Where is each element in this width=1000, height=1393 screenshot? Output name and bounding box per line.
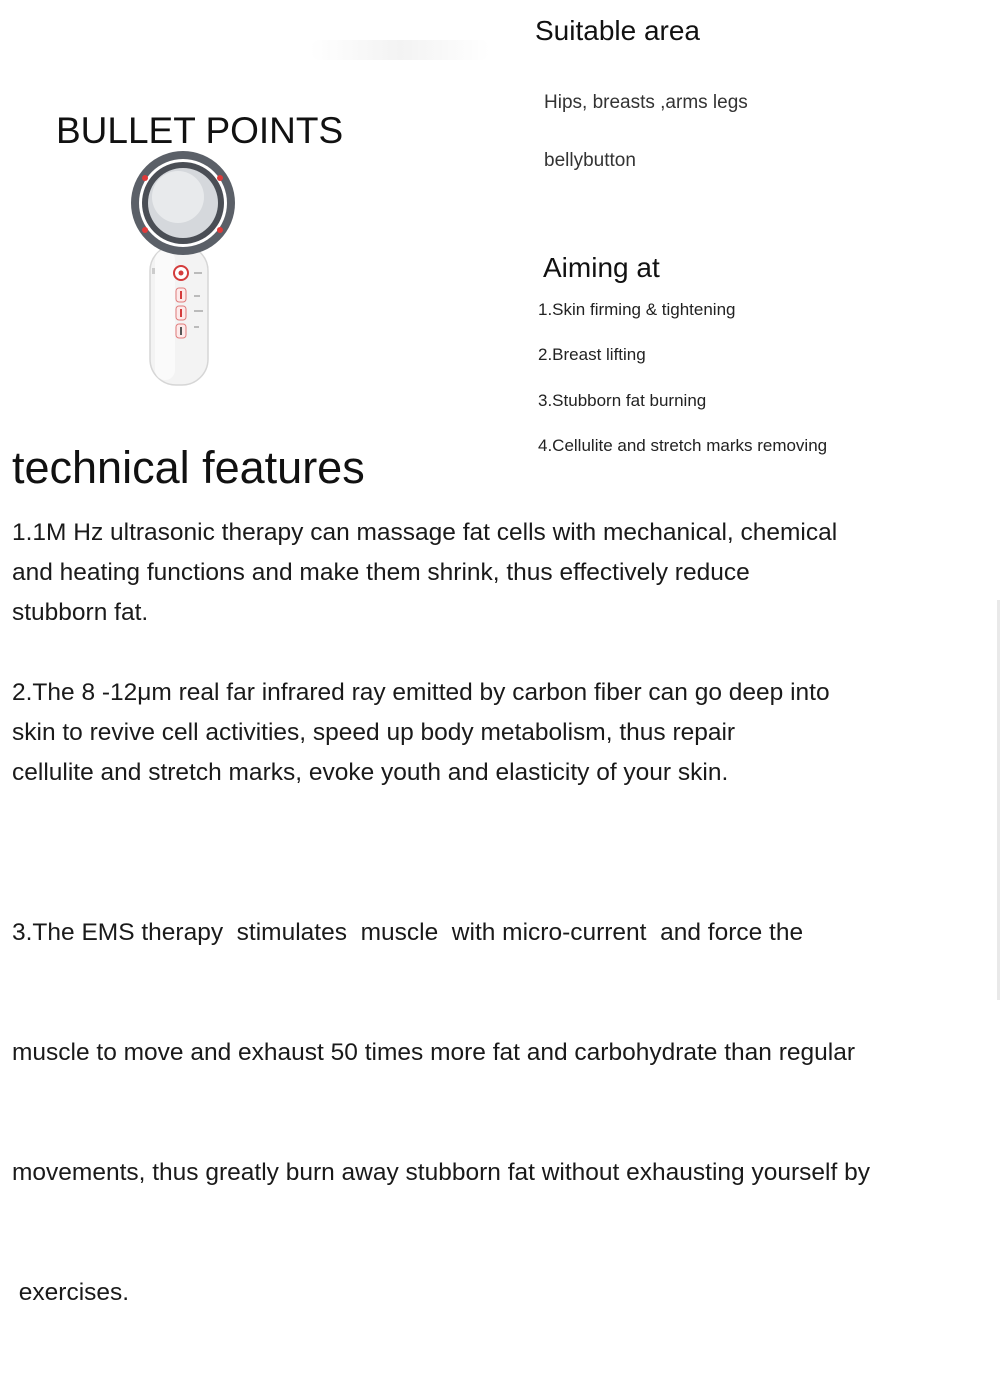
suitable-area-line: bellybutton xyxy=(544,150,636,171)
aiming-at-item: 1.Skin firming & tightening xyxy=(538,300,736,319)
body-slimming-massager-device-icon xyxy=(128,150,248,390)
suitable-area-heading: Suitable area xyxy=(535,15,701,46)
bullet-points-heading: BULLET POINTS xyxy=(56,110,344,151)
feature-paragraph-2 xyxy=(12,673,997,793)
aiming-at-item: 2.Breast lifting xyxy=(538,345,646,364)
feature-line: muscle to move and exhaust 50 times more fat and carbohydrate than regular xyxy=(12,1039,855,1066)
technical-features-heading: technical features xyxy=(12,442,365,493)
feature-line: 3.The EMS therapy stimulates muscle with micro-current and force the xyxy=(12,919,804,946)
feature-line: 2.The 8 -12μm real far infrared ray emitted by carbon fiber can go deep into xyxy=(12,679,830,706)
feature-paragraph-1 xyxy=(12,513,997,633)
feature-line: cellulite and stretch marks, evoke youth and elasticity of your skin. xyxy=(12,759,729,786)
feature-paragraph-3 xyxy=(12,833,997,1393)
feature-line: movements, thus greatly burn away stubborn fat without exhausting yourself by xyxy=(12,1159,870,1186)
feature-line: stubborn fat. xyxy=(12,599,149,626)
suitable-area-line: Hips, breasts ,arms legs xyxy=(544,92,748,113)
aiming-at-item: 3.Stubborn fat burning xyxy=(538,391,707,410)
feature-line: skin to revive cell activities, speed up body metabolism, thus repair xyxy=(12,719,736,746)
aiming-at-heading: Aiming at xyxy=(543,252,660,283)
aiming-at-item: 4.Cellulite and stretch marks removing xyxy=(538,436,828,455)
feature-line: and heating functions and make them shrink, thus effectively reduce xyxy=(12,559,750,586)
feature-line: exercises. xyxy=(12,1279,130,1306)
faded-watermark xyxy=(310,40,490,60)
feature-line: 1.1M Hz ultrasonic therapy can massage fat cells with mechanical, chemical xyxy=(12,519,838,546)
